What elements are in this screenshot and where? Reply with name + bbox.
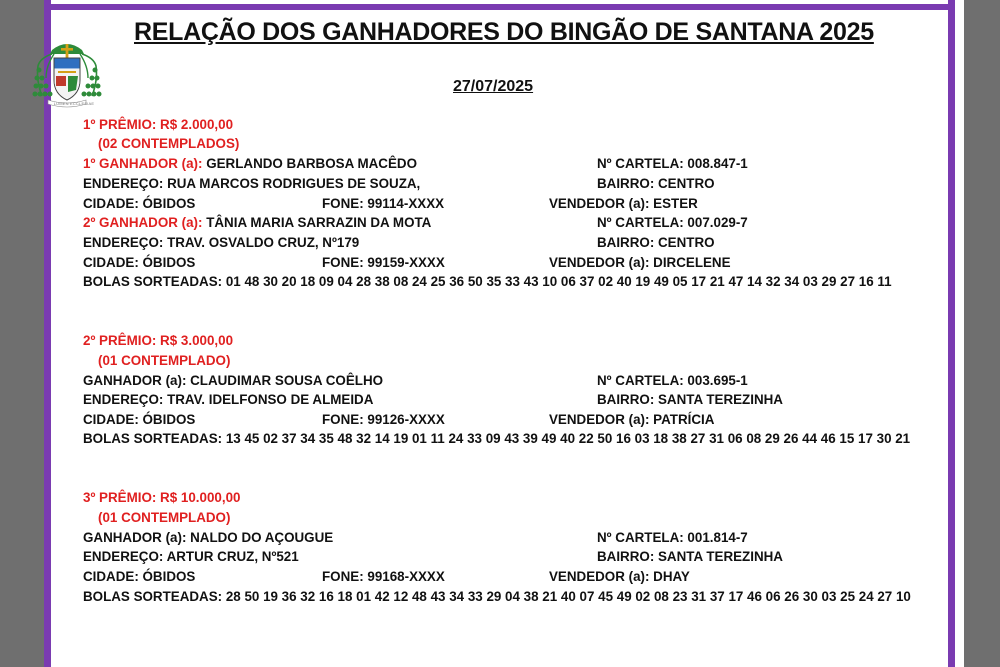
- prize-2-title: 2º PRÊMIO: R$ 3.000,00: [83, 333, 234, 348]
- winner-label: GANHADOR (a): CLAUDIMAR SOUSA COÊLHO: [83, 373, 384, 388]
- winner-cartela: Nº CARTELA: 008.847-1: [597, 156, 748, 171]
- winner-bairro: BAIRRO: SANTA TEREZINHA: [597, 392, 783, 407]
- winner-address: ENDEREÇO: ARTUR CRUZ, Nº521: [83, 549, 299, 564]
- winner-cartela: Nº CARTELA: 001.814-7: [597, 530, 748, 545]
- winner-city: CIDADE: ÓBIDOS: [83, 569, 196, 584]
- winner-bairro: BAIRRO: SANTA TEREZINHA: [597, 549, 783, 564]
- winner-address: ENDEREÇO: TRAV. IDELFONSO DE ALMEIDA: [83, 392, 374, 407]
- prize-1-winner-1-row: [83, 156, 417, 171]
- winner-label: GANHADOR (a): NALDO DO AÇOUGUE: [83, 530, 334, 545]
- page-title: RELAÇÃO DOS GANHADORES DO BINGÃO DE SANTANA 2025: [134, 18, 874, 46]
- page-border-right: [948, 0, 955, 667]
- winner-name: TÂNIA MARIA SARRAZIN DA MOTA: [206, 215, 432, 230]
- winner-name: GERLANDO BARBOSA MACÊDO: [206, 156, 417, 171]
- winner-cartela: Nº CARTELA: 007.029-7: [597, 215, 748, 230]
- winner-city: CIDADE: ÓBIDOS: [83, 412, 196, 427]
- winner-bairro: BAIRRO: CENTRO: [597, 176, 715, 191]
- coat-of-arms-logo-icon: [30, 36, 104, 110]
- prize-3-drawn-balls: BOLAS SORTEADAS: 28 50 19 36 32 16 18 01 42 12 48 43 34 33 29 04 38 21 40 07 45 49 02 08 23 31 37 17 46 06 26 30 03 25 24 27 10: [83, 589, 911, 604]
- draw-date: 27/07/2025: [453, 78, 534, 95]
- winner-seller: VENDEDOR (a): ESTER: [549, 196, 698, 211]
- winner-label: 1º GANHADOR (a):: [83, 156, 203, 171]
- winner-phone: FONE: 99114-XXXX: [322, 196, 445, 211]
- logo-motto: LUMEN ECCLESIAE: [53, 101, 95, 106]
- winner-seller: VENDEDOR (a): DHAY: [549, 569, 690, 584]
- winner-cartela: Nº CARTELA: 003.695-1: [597, 373, 748, 388]
- prize-2-contemplated: (01 CONTEMPLADO): [98, 353, 231, 368]
- viewer-frame-right: [964, 0, 1000, 667]
- winner-label: 2º GANHADOR (a):: [83, 215, 203, 230]
- winner-address: ENDEREÇO: RUA MARCOS RODRIGUES DE SOUZA,: [83, 176, 421, 191]
- prize-1-contemplated: (02 CONTEMPLADOS): [98, 136, 240, 151]
- winner-phone: FONE: 99168-XXXX: [322, 569, 445, 584]
- prize-3-contemplated: (01 CONTEMPLADO): [98, 510, 231, 525]
- winner-phone: FONE: 99126-XXXX: [322, 412, 445, 427]
- winner-city: CIDADE: ÓBIDOS: [83, 255, 196, 270]
- prize-1-winner-2-row: [83, 215, 431, 230]
- winner-seller: VENDEDOR (a): PATRÍCIA: [549, 412, 715, 427]
- winner-address: ENDEREÇO: TRAV. OSVALDO CRUZ, Nº179: [83, 235, 360, 250]
- winner-seller: VENDEDOR (a): DIRCELENE: [549, 255, 731, 270]
- prize-3-title: 3º PRÊMIO: R$ 10.000,00: [83, 490, 241, 505]
- prize-1-drawn-balls: BOLAS SORTEADAS: 01 48 30 20 18 09 04 28 38 08 24 25 36 50 35 33 43 10 06 37 02 40 19 49 05 17 21 47 14 32 34 03 29 27 16 11: [83, 274, 892, 289]
- page-border-top: [44, 4, 955, 10]
- winner-city: CIDADE: ÓBIDOS: [83, 196, 196, 211]
- prize-1-title: 1º PRÊMIO: R$ 2.000,00: [83, 117, 234, 132]
- winner-phone: FONE: 99159-XXXX: [322, 255, 445, 270]
- winner-bairro: BAIRRO: CENTRO: [597, 235, 715, 250]
- prize-2-drawn-balls: BOLAS SORTEADAS: 13 45 02 37 34 35 48 32 14 19 01 11 24 33 09 43 39 49 40 22 50 16 03 18 38 27 31 06 08 29 26 44 46 15 17 30 21: [83, 431, 911, 446]
